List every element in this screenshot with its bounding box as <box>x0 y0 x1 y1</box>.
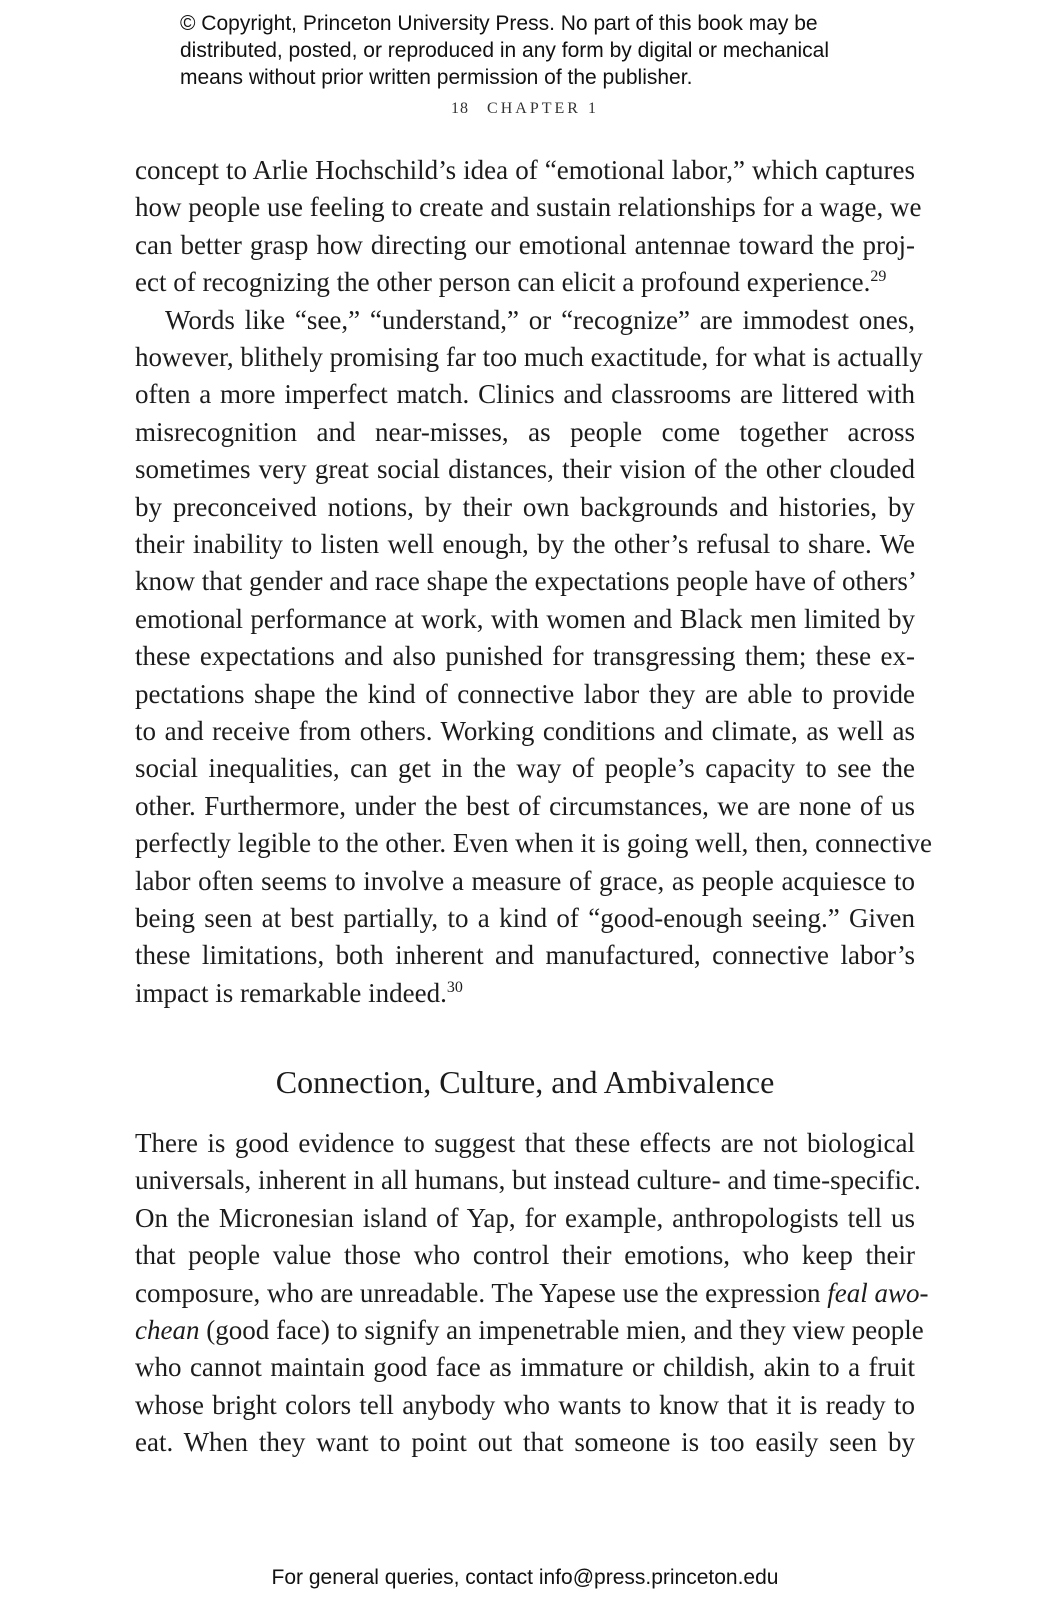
text-line: perfectly legible to the other. Even when it is going well, then, connective <box>135 828 933 858</box>
text-line: universals, inherent in all humans, but instead culture- and time-specific. <box>135 1165 921 1195</box>
text-line: whose bright colors tell anybody who wants to know that it is ready to <box>135 1390 915 1420</box>
text-line: impact is remarkable indeed.$^{30}$ <box>135 978 463 1008</box>
text-line: by preconceived notions, by their own backgrounds and histories, by <box>135 492 915 522</box>
text-line: There is good evidence to suggest that these effects are not biological <box>135 1128 915 1158</box>
text-line: these limitations, both inherent and manufactured, connective labor’s <box>135 940 915 970</box>
footnote-ref[interactable]: 29 <box>870 268 887 285</box>
text-line: who cannot maintain good face as immature or childish, akin to a fruit <box>135 1352 915 1382</box>
text-line: sometimes very great social distances, their vision of the other clouded <box>135 454 915 484</box>
text-line: ect of recognizing the other person can elicit a profound experience.$^{29}$ <box>135 267 887 297</box>
text-line: Words like “see,” “understand,” or “recognize” are immodest ones, <box>165 305 915 335</box>
text-line: concept to Arlie Hochschild’s idea of “emotional labor,” which captures <box>135 155 915 185</box>
text-line: that people value those who control their emotions, who keep their <box>135 1240 915 1270</box>
text-line: On the Micronesian island of Yap, for example, anthropologists tell us <box>135 1203 915 1233</box>
text-line: these expectations and also punished for transgressing them; these ex- <box>135 641 915 671</box>
section-heading: Connection, Culture, and Ambivalence <box>275 1064 775 1100</box>
text-line: know that gender and race shape the expectations people have of others’ <box>135 566 917 596</box>
text-line: misrecognition and near-misses, as people come together across <box>135 417 915 447</box>
text-line: emotional performance at work, with women and Black men limited by <box>135 604 915 634</box>
text-line: how people use feeling to create and sustain relationships for a wage, we <box>135 192 922 222</box>
text-line: being seen at best partially, to a kind of “good-enough seeing.” Given <box>135 903 915 933</box>
text-line: pectations shape the kind of connective labor they are able to provide <box>135 679 915 709</box>
page-number: 18 <box>451 100 470 117</box>
text-line: composure, who are unreadable. The Yapese use the expression feal awo- <box>135 1278 929 1308</box>
copyright-line: © Copyright, Princeton University Press. No part of this book may be <box>180 12 818 35</box>
text-line: eat. When they want to point out that someone is too easily seen by <box>135 1427 915 1457</box>
text-line: their inability to listen well enough, by the other’s refusal to share. We <box>135 529 915 559</box>
italic-term: feal awo- <box>827 1278 929 1308</box>
text-line: labor often seems to involve a measure of grace, as people acquiesce to <box>135 866 915 896</box>
text-line: however, blithely promising far too much exactitude, for what is actually <box>135 342 923 372</box>
chapter-label: CHAPTER 1 <box>487 100 599 117</box>
running-head <box>0 100 1050 118</box>
italic-term: chean <box>135 1315 200 1345</box>
copyright-line: means without prior written permission of the publisher. <box>180 66 693 89</box>
text-line: chean (good face) to signify an impenetrable mien, and they view people <box>135 1315 924 1345</box>
copyright-notice <box>180 10 900 91</box>
text-line: often a more imperfect match. Clinics and classrooms are littered with <box>135 379 915 409</box>
footer-contact: For general queries, contact info@press.princeton.edu <box>271 1566 779 1589</box>
text-line: other. Furthermore, under the best of circumstances, we are none of us <box>135 791 915 821</box>
text-line: social inequalities, can get in the way of people’s capacity to see the <box>135 753 915 783</box>
text-line: to and receive from others. Working conditions and climate, as well as <box>135 716 915 746</box>
copyright-line: distributed, posted, or reproduced in any form by digital or mechanical <box>180 39 830 62</box>
text-line: can better grasp how directing our emotional antennae toward the proj- <box>135 230 915 260</box>
footnote-ref[interactable]: 30 <box>446 979 463 996</box>
